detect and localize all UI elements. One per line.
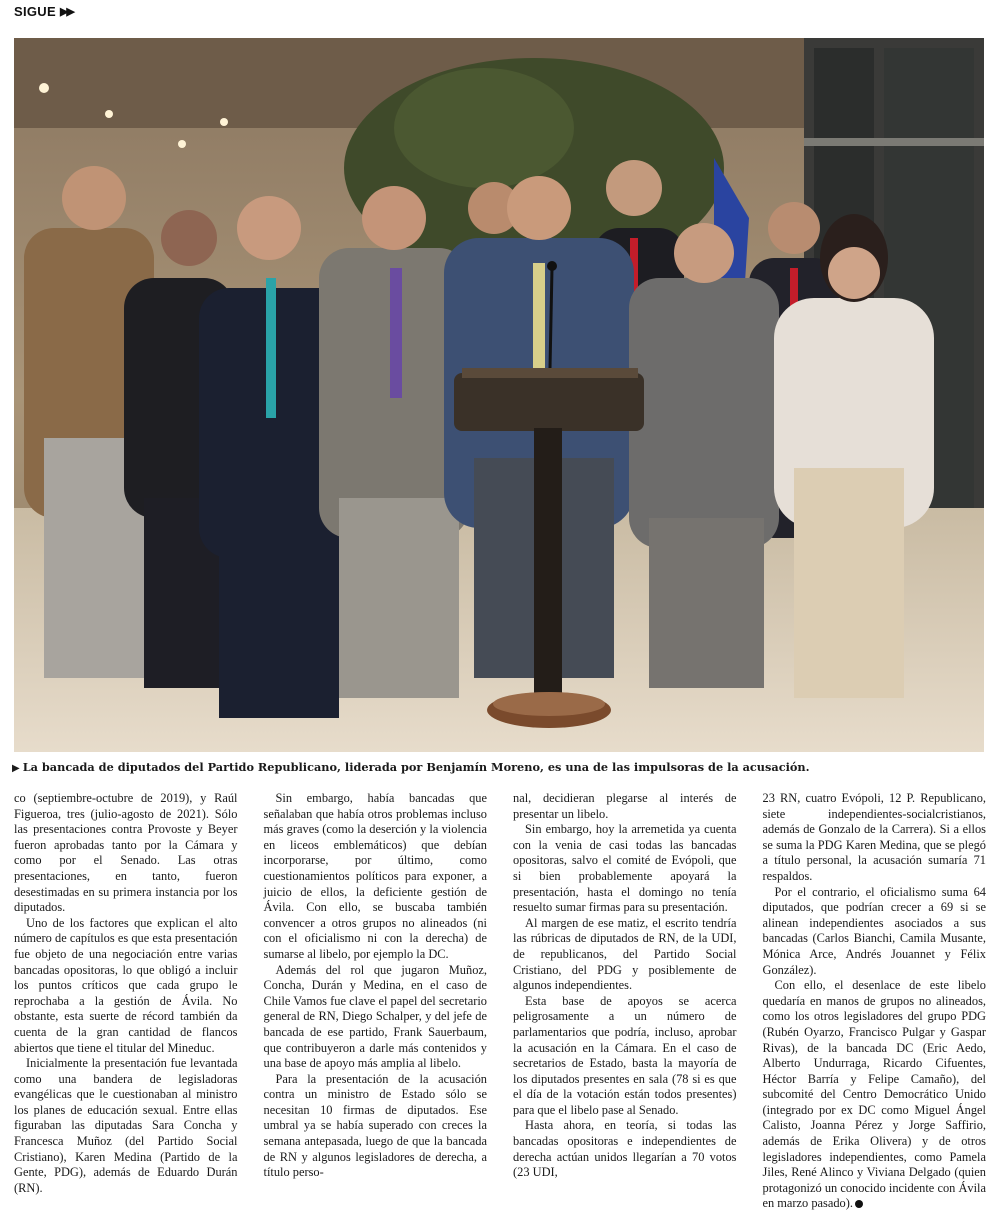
paragraph: Inicialmente la presentación fue levantada como una bandera de legisladoras evangélicas que le cuestionaban al ministro los planes de educación sexual. Entre ellas figuraban las diputadas Sara Concha y Francesca Muñoz (del Partido Social Cristiano), Karen Medina (Partido de la Gente, PDG), además de Eduardo Durán (RN). [14, 1056, 238, 1195]
paragraph: Sin embargo, había bancadas que señalaban que había otros problemas incluso más graves (como la deserción y la violencia en liceos emblemáticos) que debían incorporarse, por último, como cuestionamientos políticos para exponer, a juicio de ellos, la deficiente gestión de Ávila. Con ello, se buscaba también convencer a otros grupos no alineados (ni con el oficialismo ni con la derecha) de sumarse al libelo, por ejemplo la DC. [263, 791, 487, 961]
end-mark-icon [855, 1200, 863, 1208]
paragraph: Por el contrario, el oficialismo suma 64 diputados, que podrían crecer a 69 si se alinean independientes asociados a sus bancadas (Carlos Bianchi, Camila Musante, Mónica Arce, Andrés Jouannet y Félix González). [762, 884, 986, 977]
paragraph-text: Con ello, el desenlace de este libelo quedaría en manos de grupos no alineados, como los otros legisladores del grupo PDG (Rubén Oyarzo, Francisco Pulgar y Gaspar Rivas), de la bancada DC (Eric Aedo, Alberto Undurraga, Ricardo Cifuentes, Héctor Barría y Felipe Camaño), del subcomité del Centro Democrático Unido (integrado por ex DC como Miguel Ángel Calisto, Joanna Pérez y Jorge Saffirio, además de Erika Olivera) y de otros legisladores independientes, como Pamela Jiles, René Alinco y Viviana Delgado (quien protagonizó un conocido incidente con Ávila en marzo pasado). [762, 978, 986, 1211]
caption-text: La bancada de diputados del Partido Republicano, liderada por Benjamín Moreno, es una de las impulsoras de la acusación. [22, 760, 810, 774]
caption-marker-icon: ▶ [12, 763, 20, 774]
paragraph-last [763, 978, 987, 1212]
paragraph: Además del rol que jugaron Muñoz, Concha, Durán y Medina, en el caso de Chile Vamos fue clave el papel del secretario general de RN, Diego Schalper, y del jefe de bancada de ese partido, Frank Sauerbaum, que contribuyeron a darle más contenidos y una base de apoyo más amplia al libelo. [263, 962, 487, 1071]
forward-arrows-icon: ▶▶ [59, 6, 73, 18]
photo-caption [12, 760, 988, 774]
article-body [14, 791, 986, 1211]
paragraph: 23 RN, cuatro Evópoli, 12 P. Republicano, siete independientes-socialcristianos, además de Gonzalo de la Carrera). Si a ellos se suma la PDG Karen Medina, que se plegó a título personal, la acusación sumaría 71 respaldos. [762, 791, 986, 883]
article-column-2 [264, 791, 488, 1212]
section-label: SIGUE [14, 4, 56, 19]
paragraph: Sin embargo, hoy la arremetida ya cuenta con la venia de casi todas las bancadas opositoras, salvo el comité de Evópoli, que si bien probablemente apoyará la presentación, hasta el domingo no tenía resuelto sumar firmas para su presentación. [513, 822, 737, 915]
paragraph: Al margen de ese matiz, el escrito tendría las rúbricas de diputados de RN, de la UDI, de republicanos, del Partido Social Cristiano, del PDG y posiblemente de algunos independientes. [513, 915, 737, 993]
article-column-1 [14, 791, 238, 1212]
paragraph: Uno de los factores que explican el alto número de capítulos es que esta presentación fue objeto de una negociación entre varias bancadas opositoras, lo que obligó a incluir los puntos críticos que cada grupo le reprochaba a la gestión de Ávila. No obstante, esta suerte de récord también da cuenta de la gran cantidad de flancos abiertos que tiene el titular del Mineduc. [14, 915, 238, 1055]
paragraph: co (septiembre-octubre de 2019), y Raúl Figueroa, tres (julio-agosto de 2021). Sólo las presentaciones contra Provoste y Beyer fueron aprobadas tanto por la Cámara y como por el Senado. Las otras presentaciones, en tanto, fueron desestimadas en su primera instancia por los diputados. [14, 791, 238, 915]
paragraph: Para la presentación de la acusación contra un ministro de Estado sólo se necesitan 10 firmas de diputados. Ese umbral ya se había superado con creces la semana antepasada, luego de que la bancada de RN y algunos legisladores de derecha, a título perso- [263, 1071, 487, 1180]
paragraph: nal, decidieran plegarse al interés de presentar un libelo. [513, 791, 737, 821]
paragraph: Hasta ahora, en teoría, si todas las bancadas opositoras e independientes de derecha actúan unidos llegarían a 70 votos (23 UDI, [513, 1118, 737, 1180]
section-header [14, 4, 73, 19]
press-photo [14, 38, 984, 752]
article-column-4 [763, 791, 987, 1212]
article-column-3 [513, 791, 737, 1212]
paragraph: Esta base de apoyos se acerca peligrosamente a un número de parlamentarios que podría, incluso, aprobar la acusación en la Cámara. En el caso de secretarios de Estado, basta la mayoría de los diputados presentes en sala (78 si es que el día de la votación están todos presentes) para que el libelo pase al Senado. [513, 993, 737, 1117]
